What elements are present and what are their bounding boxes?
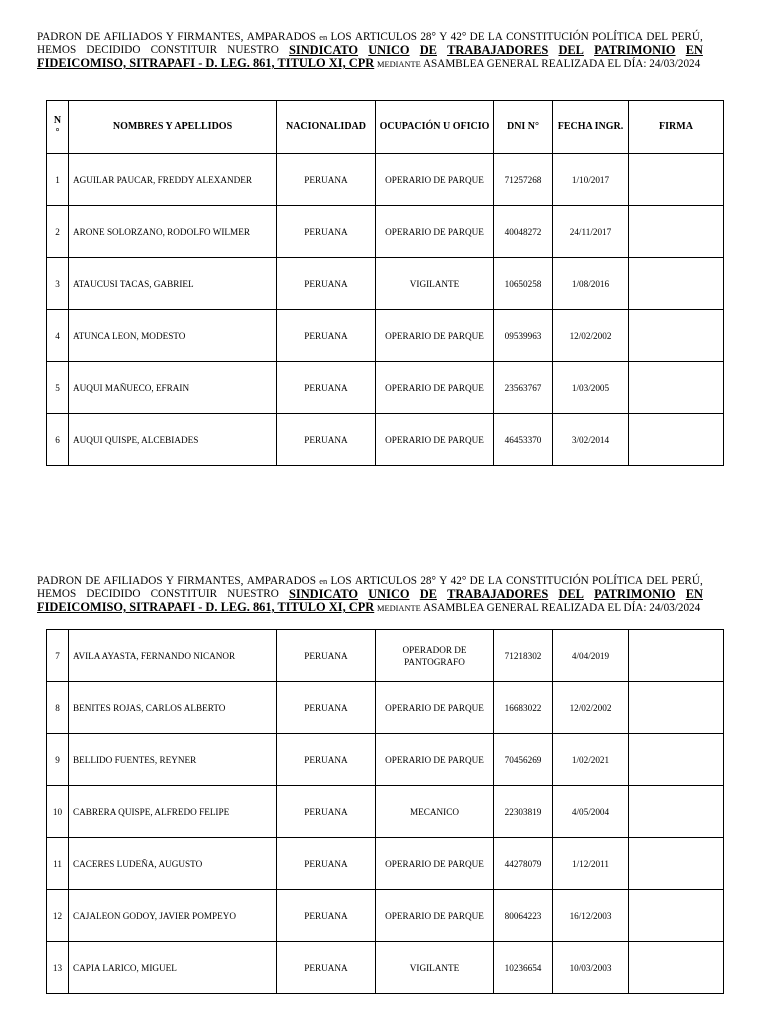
member-name: ATAUCUSI TACAS, GABRIEL [69,258,277,310]
header-word: DEL [646,31,669,43]
column-header-occupation: OCUPACIÓN U OFICIO [376,101,494,154]
header-word: CONSTITUIR [150,588,218,600]
member-occupation: VIGILANTE [376,258,494,310]
member-name: CAJALEON GODOY, JAVIER POMPEYO [69,890,277,942]
signature-cell[interactable] [629,310,724,362]
member-dni: 16683022 [494,682,553,734]
header-sindicato-word: DE [419,587,437,601]
member-entry-date: 24/11/2017 [553,206,629,258]
header-word: HEMOS [37,588,77,600]
column-header-num: N ° [47,101,69,154]
header-word: 28° [420,575,436,587]
member-nationality: PERUANA [277,630,376,682]
member-occupation: VIGILANTE [376,942,494,994]
signature-cell[interactable] [629,786,724,838]
row-number: 1 [47,154,69,206]
header-word: DECIDIDO [86,588,141,600]
header-line-3 [37,601,703,615]
table-row [47,258,724,310]
member-name: AGUILAR PAUCAR, FREDDY ALEXANDER [69,154,277,206]
member-nationality: PERUANA [277,206,376,258]
header-word: HEMOS [37,44,77,56]
row-number: 8 [47,682,69,734]
signature-cell[interactable] [629,942,724,994]
header-sindicato-word: SINDICATO [288,43,359,57]
header-sindicato-word: PATRIMONIO [594,43,676,57]
header-paragraph [37,575,703,615]
member-entry-date: 1/02/2021 [553,734,629,786]
member-name: AVILA AYASTA, FERNANDO NICANOR [69,630,277,682]
header-word: PADRON [37,575,82,587]
member-entry-date: 1/03/2005 [553,362,629,414]
header-word: AFILIADOS [103,31,163,43]
signature-cell[interactable] [629,362,724,414]
member-nationality: PERUANA [277,786,376,838]
header-mediante: MEDIANTE [377,60,421,69]
table-row [47,890,724,942]
header-word: FIRMANTES, [177,575,244,587]
member-occupation: OPERARIO DE PARQUE [376,154,494,206]
signature-cell[interactable] [629,258,724,310]
header-word: CONSTITUCIÓN [506,575,589,587]
row-number: 12 [47,890,69,942]
header-word: 42° [450,575,467,587]
member-occupation: OPERARIO DE PARQUE [376,734,494,786]
member-occupation: OPERADOR DE PANTOGRAFO [376,630,494,682]
header-word: Y [165,31,174,43]
header-word: 42° [450,31,467,43]
header-sindicato-word: TRABAJADORES [447,587,549,601]
member-nationality: PERUANA [277,362,376,414]
row-number: 13 [47,942,69,994]
member-nationality: PERUANA [277,838,376,890]
member-occupation: OPERARIO DE PARQUE [376,362,494,414]
header-word: POLÍTICA [592,575,644,587]
header-word: ARTICULOS [354,31,418,43]
header-word: LOS [330,31,352,43]
header-word: POLÍTICA [592,31,644,43]
row-number: 2 [47,206,69,258]
member-dni: 70456269 [494,734,553,786]
member-dni: 46453370 [494,414,553,466]
header-sindicato-word: TRABAJADORES [447,43,549,57]
member-entry-date: 3/02/2014 [553,414,629,466]
member-entry-date: 10/03/2003 [553,942,629,994]
header-sindicato-word: SINDICATO [288,587,359,601]
header-assembly-date: ASAMBLEA GENERAL REALIZADA EL DÍA: 24/03/2024 [422,602,701,614]
signature-cell[interactable] [629,890,724,942]
table-row [47,630,724,682]
member-nationality: PERUANA [277,682,376,734]
row-number: 10 [47,786,69,838]
header-word: PERÚ, [671,31,703,43]
header-word: en [319,33,328,42]
header-sindicato-word: EN [685,43,703,57]
member-nationality: PERUANA [277,942,376,994]
header-word: PADRON [37,31,82,43]
member-name: ATUNCA LEON, MODESTO [69,310,277,362]
header-word: 28° [420,31,436,43]
member-nationality: PERUANA [277,734,376,786]
header-word: DE [469,31,485,43]
member-entry-date: 4/05/2004 [553,786,629,838]
signature-cell[interactable] [629,630,724,682]
header-sindicato-name-tail: FIDEICOMISO, SITRAPAFI - D. LEG. 861, TITULO XI, CPR [37,600,375,614]
member-dni: 44278079 [494,838,553,890]
table-row [47,206,724,258]
member-entry-date: 1/10/2017 [553,154,629,206]
column-header-name: NOMBRES Y APELLIDOS [69,101,277,154]
header-sindicato-word: UNICO [368,43,410,57]
row-number: 11 [47,838,69,890]
member-dni: 10650258 [494,258,553,310]
header-word: AMPARADOS [246,575,316,587]
header-word: PERÚ, [671,575,703,587]
row-number: 5 [47,362,69,414]
table-row [47,682,724,734]
column-header-nationality: NACIONALIDAD [277,101,376,154]
column-header-dni: DNI N° [494,101,553,154]
member-occupation: OPERARIO DE PARQUE [376,414,494,466]
header-word: AFILIADOS [103,575,163,587]
signature-cell[interactable] [629,838,724,890]
column-header-date: FECHA INGR. [553,101,629,154]
signature-cell[interactable] [629,682,724,734]
header-assembly-date: ASAMBLEA GENERAL REALIZADA EL DÍA: 24/03/2024 [422,58,701,70]
members-table-1 [46,100,724,466]
table-row [47,310,724,362]
signature-cell[interactable] [629,206,724,258]
table-row [47,942,724,994]
member-occupation: OPERARIO DE PARQUE [376,206,494,258]
header-sindicato-word: UNICO [368,587,410,601]
table-row [47,786,724,838]
header-word: CONSTITUCIÓN [506,31,589,43]
table-row [47,414,724,466]
member-name: AUQUI QUISPE, ALCEBIADES [69,414,277,466]
header-word: CONSTITUIR [150,44,218,56]
member-entry-date: 16/12/2003 [553,890,629,942]
member-dni: 10236654 [494,942,553,994]
header-sindicato-word: EN [685,587,703,601]
column-header-signature: FIRMA [629,101,724,154]
header-sindicato-name-tail: FIDEICOMISO, SITRAPAFI - D. LEG. 861, TITULO XI, CPR [37,56,375,70]
members-table-2 [46,629,724,994]
header-word: LA [487,31,503,43]
member-name: BENITES ROJAS, CARLOS ALBERTO [69,682,277,734]
header-word: Y [439,575,448,587]
member-name: CABRERA QUISPE, ALFREDO FELIPE [69,786,277,838]
member-occupation: MECANICO [376,786,494,838]
signature-cell[interactable] [629,154,724,206]
row-number: 6 [47,414,69,466]
member-nationality: PERUANA [277,414,376,466]
member-entry-date: 12/02/2002 [553,682,629,734]
member-dni: 71257268 [494,154,553,206]
table-row [47,154,724,206]
member-name: BELLIDO FUENTES, REYNER [69,734,277,786]
member-dni: 22303819 [494,786,553,838]
member-nationality: PERUANA [277,258,376,310]
header-word: en [319,577,328,586]
member-dni: 40048272 [494,206,553,258]
header-sindicato-word: DEL [558,587,584,601]
header-word: LOS [330,575,352,587]
header-word: LA [487,575,503,587]
table-row [47,362,724,414]
member-dni: 71218302 [494,630,553,682]
member-occupation: OPERARIO DE PARQUE [376,682,494,734]
member-name: AUQUI MAÑUECO, EFRAIN [69,362,277,414]
table-row [47,734,724,786]
member-occupation: OPERARIO DE PARQUE [376,310,494,362]
row-number: 7 [47,630,69,682]
header-mediante: MEDIANTE [377,604,421,613]
member-nationality: PERUANA [277,310,376,362]
signature-cell[interactable] [629,414,724,466]
header-word: FIRMANTES, [177,31,244,43]
header-word: Y [439,31,448,43]
member-dni: 80064223 [494,890,553,942]
member-entry-date: 1/08/2016 [553,258,629,310]
row-number: 9 [47,734,69,786]
header-word: DE [85,31,101,43]
header-word: AMPARADOS [246,31,316,43]
member-dni: 09539963 [494,310,553,362]
header-word: DEL [646,575,669,587]
header-word: ARTICULOS [354,575,418,587]
row-number: 4 [47,310,69,362]
member-name: CACERES LUDEÑA, AUGUSTO [69,838,277,890]
member-entry-date: 4/04/2019 [553,630,629,682]
header-word: NUESTRO [227,588,279,600]
member-entry-date: 12/02/2002 [553,310,629,362]
member-name: ARONE SOLORZANO, RODOLFO WILMER [69,206,277,258]
header-sindicato-word: PATRIMONIO [594,587,676,601]
member-name: CAPIA LARICO, MIGUEL [69,942,277,994]
header-word: Y [165,575,174,587]
member-occupation: OPERARIO DE PARQUE [376,838,494,890]
table-row [47,838,724,890]
header-word: DECIDIDO [86,44,141,56]
member-dni: 23563767 [494,362,553,414]
row-number: 3 [47,258,69,310]
header-word: NUESTRO [227,44,279,56]
header-paragraph [37,31,703,71]
header-sindicato-word: DEL [558,43,584,57]
member-occupation: OPERARIO DE PARQUE [376,890,494,942]
table-header-row [47,101,724,154]
header-word: DE [85,575,101,587]
header-word: DE [469,575,485,587]
header-line-3 [37,57,703,71]
member-nationality: PERUANA [277,890,376,942]
member-entry-date: 1/12/2011 [553,838,629,890]
member-nationality: PERUANA [277,154,376,206]
header-sindicato-word: DE [419,43,437,57]
signature-cell[interactable] [629,734,724,786]
